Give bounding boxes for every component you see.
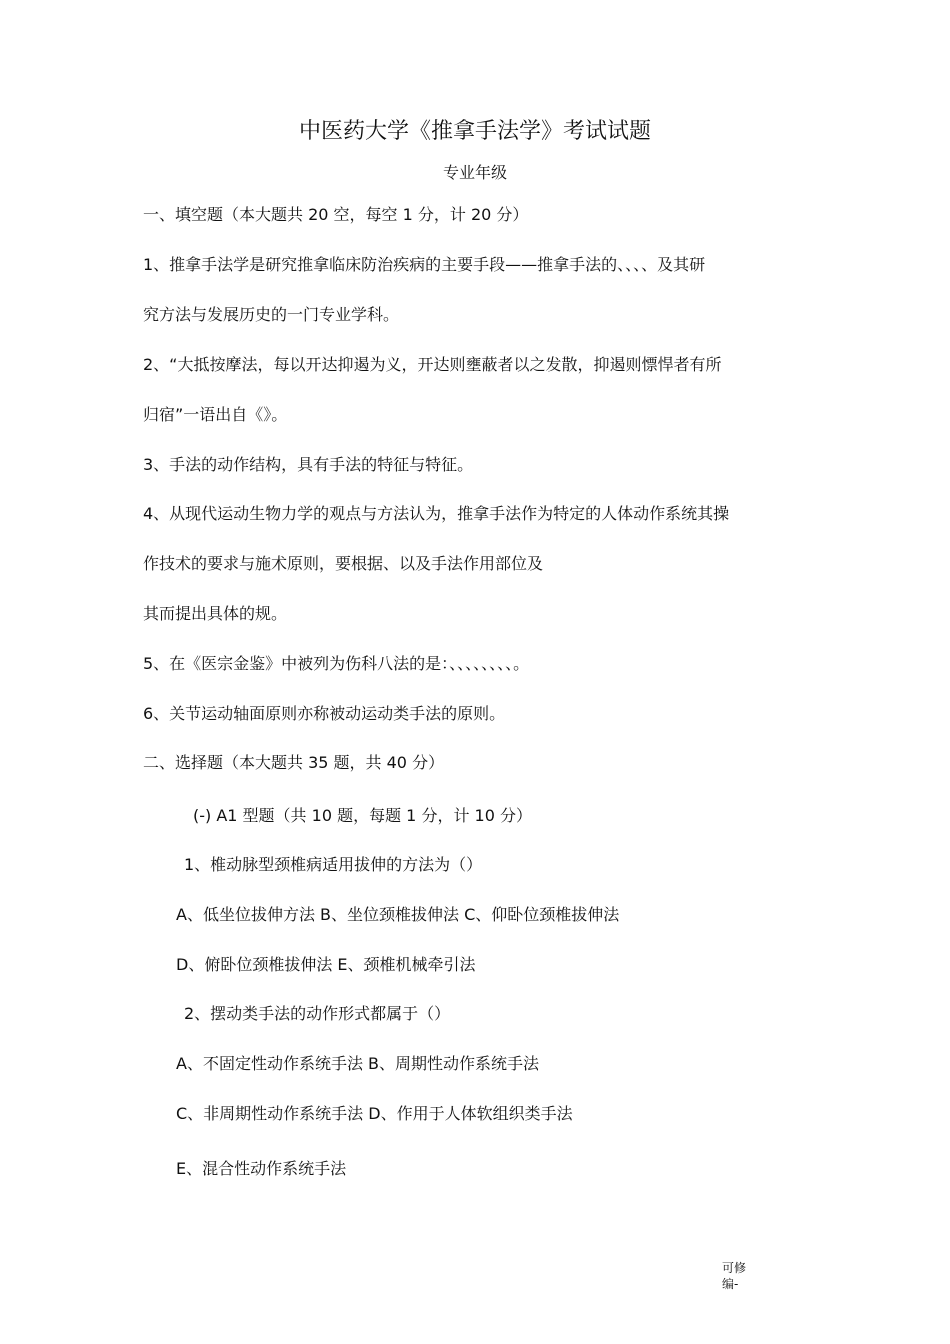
a1-subheading: (-) A1 型题（共 10 题，每题 1 分，计 10 分） bbox=[193, 806, 532, 825]
section1-heading: 一、填空题（本大题共 20 空，每空 1 分，计 20 分） bbox=[143, 205, 529, 224]
mc-q2-options-line1: A、不固定性动作系统手法 B、周期性动作系统手法 bbox=[176, 1054, 540, 1073]
section2-heading: 二、选择题（本大题共 35 题，共 40 分） bbox=[143, 753, 445, 772]
mc-q2-options-line3: E、混合性动作系统手法 bbox=[176, 1159, 347, 1178]
mc-q2-stem: 2、摆动类手法的动作形式都属于（） bbox=[184, 1004, 451, 1023]
q5-line: 5、在《医宗金鉴》中被列为伤科八法的是：、、、、、、、、。 bbox=[143, 654, 530, 673]
mc-q1-options-line1: A、低坐位拔伸方法 B、坐位颈椎拔伸法 C、仰卧位颈椎拔伸法 bbox=[176, 905, 620, 924]
q4-line2: 作技术的要求与施术原则，要根据、以及手法作用部位及 bbox=[143, 554, 544, 573]
q6-line: 6、关节运动轴面原则亦称被动运动类手法的原则。 bbox=[143, 704, 506, 723]
subtitle-major-grade: 专业年级 bbox=[442, 163, 507, 182]
q1-line1: 1、推拿手法学是研究推拿临床防治疾病的主要手段——推拿手法的、、、、及其研 bbox=[143, 255, 706, 274]
q4-line3: 其而提出具体的规。 bbox=[143, 604, 288, 623]
q2-line2: 归宿”一语出自《》。 bbox=[143, 405, 288, 424]
q3-line: 3、手法的动作结构，具有手法的特征与特征。 bbox=[143, 455, 474, 474]
q1-line2: 究方法与发展历史的一门专业学科。 bbox=[143, 305, 400, 324]
document-title: 中医药大学《推拿手法学》考试试题 bbox=[298, 119, 651, 144]
q4-line1: 4、从现代运动生物力学的观点与方法认为，推拿手法作为特定的人体动作系统其操 bbox=[143, 504, 730, 523]
mc-q2-options-line2: C、非周期性动作系统手法 D、作用于人体软组织类手法 bbox=[176, 1104, 573, 1123]
mc-q1-options-line2: D、俯卧位颈椎拔伸法 E、颈椎机械牵引法 bbox=[176, 955, 476, 974]
q2-line1: 2、“大抵按摩法，每以开达抑遏为义，开达则壅蔽者以之发散，抑遏则慓悍者有所 bbox=[143, 355, 722, 374]
mc-q1-stem: 1、椎动脉型颈椎病适用拔伸的方法为（） bbox=[184, 855, 483, 874]
footer-editable-note: 可修编- bbox=[722, 1261, 747, 1291]
